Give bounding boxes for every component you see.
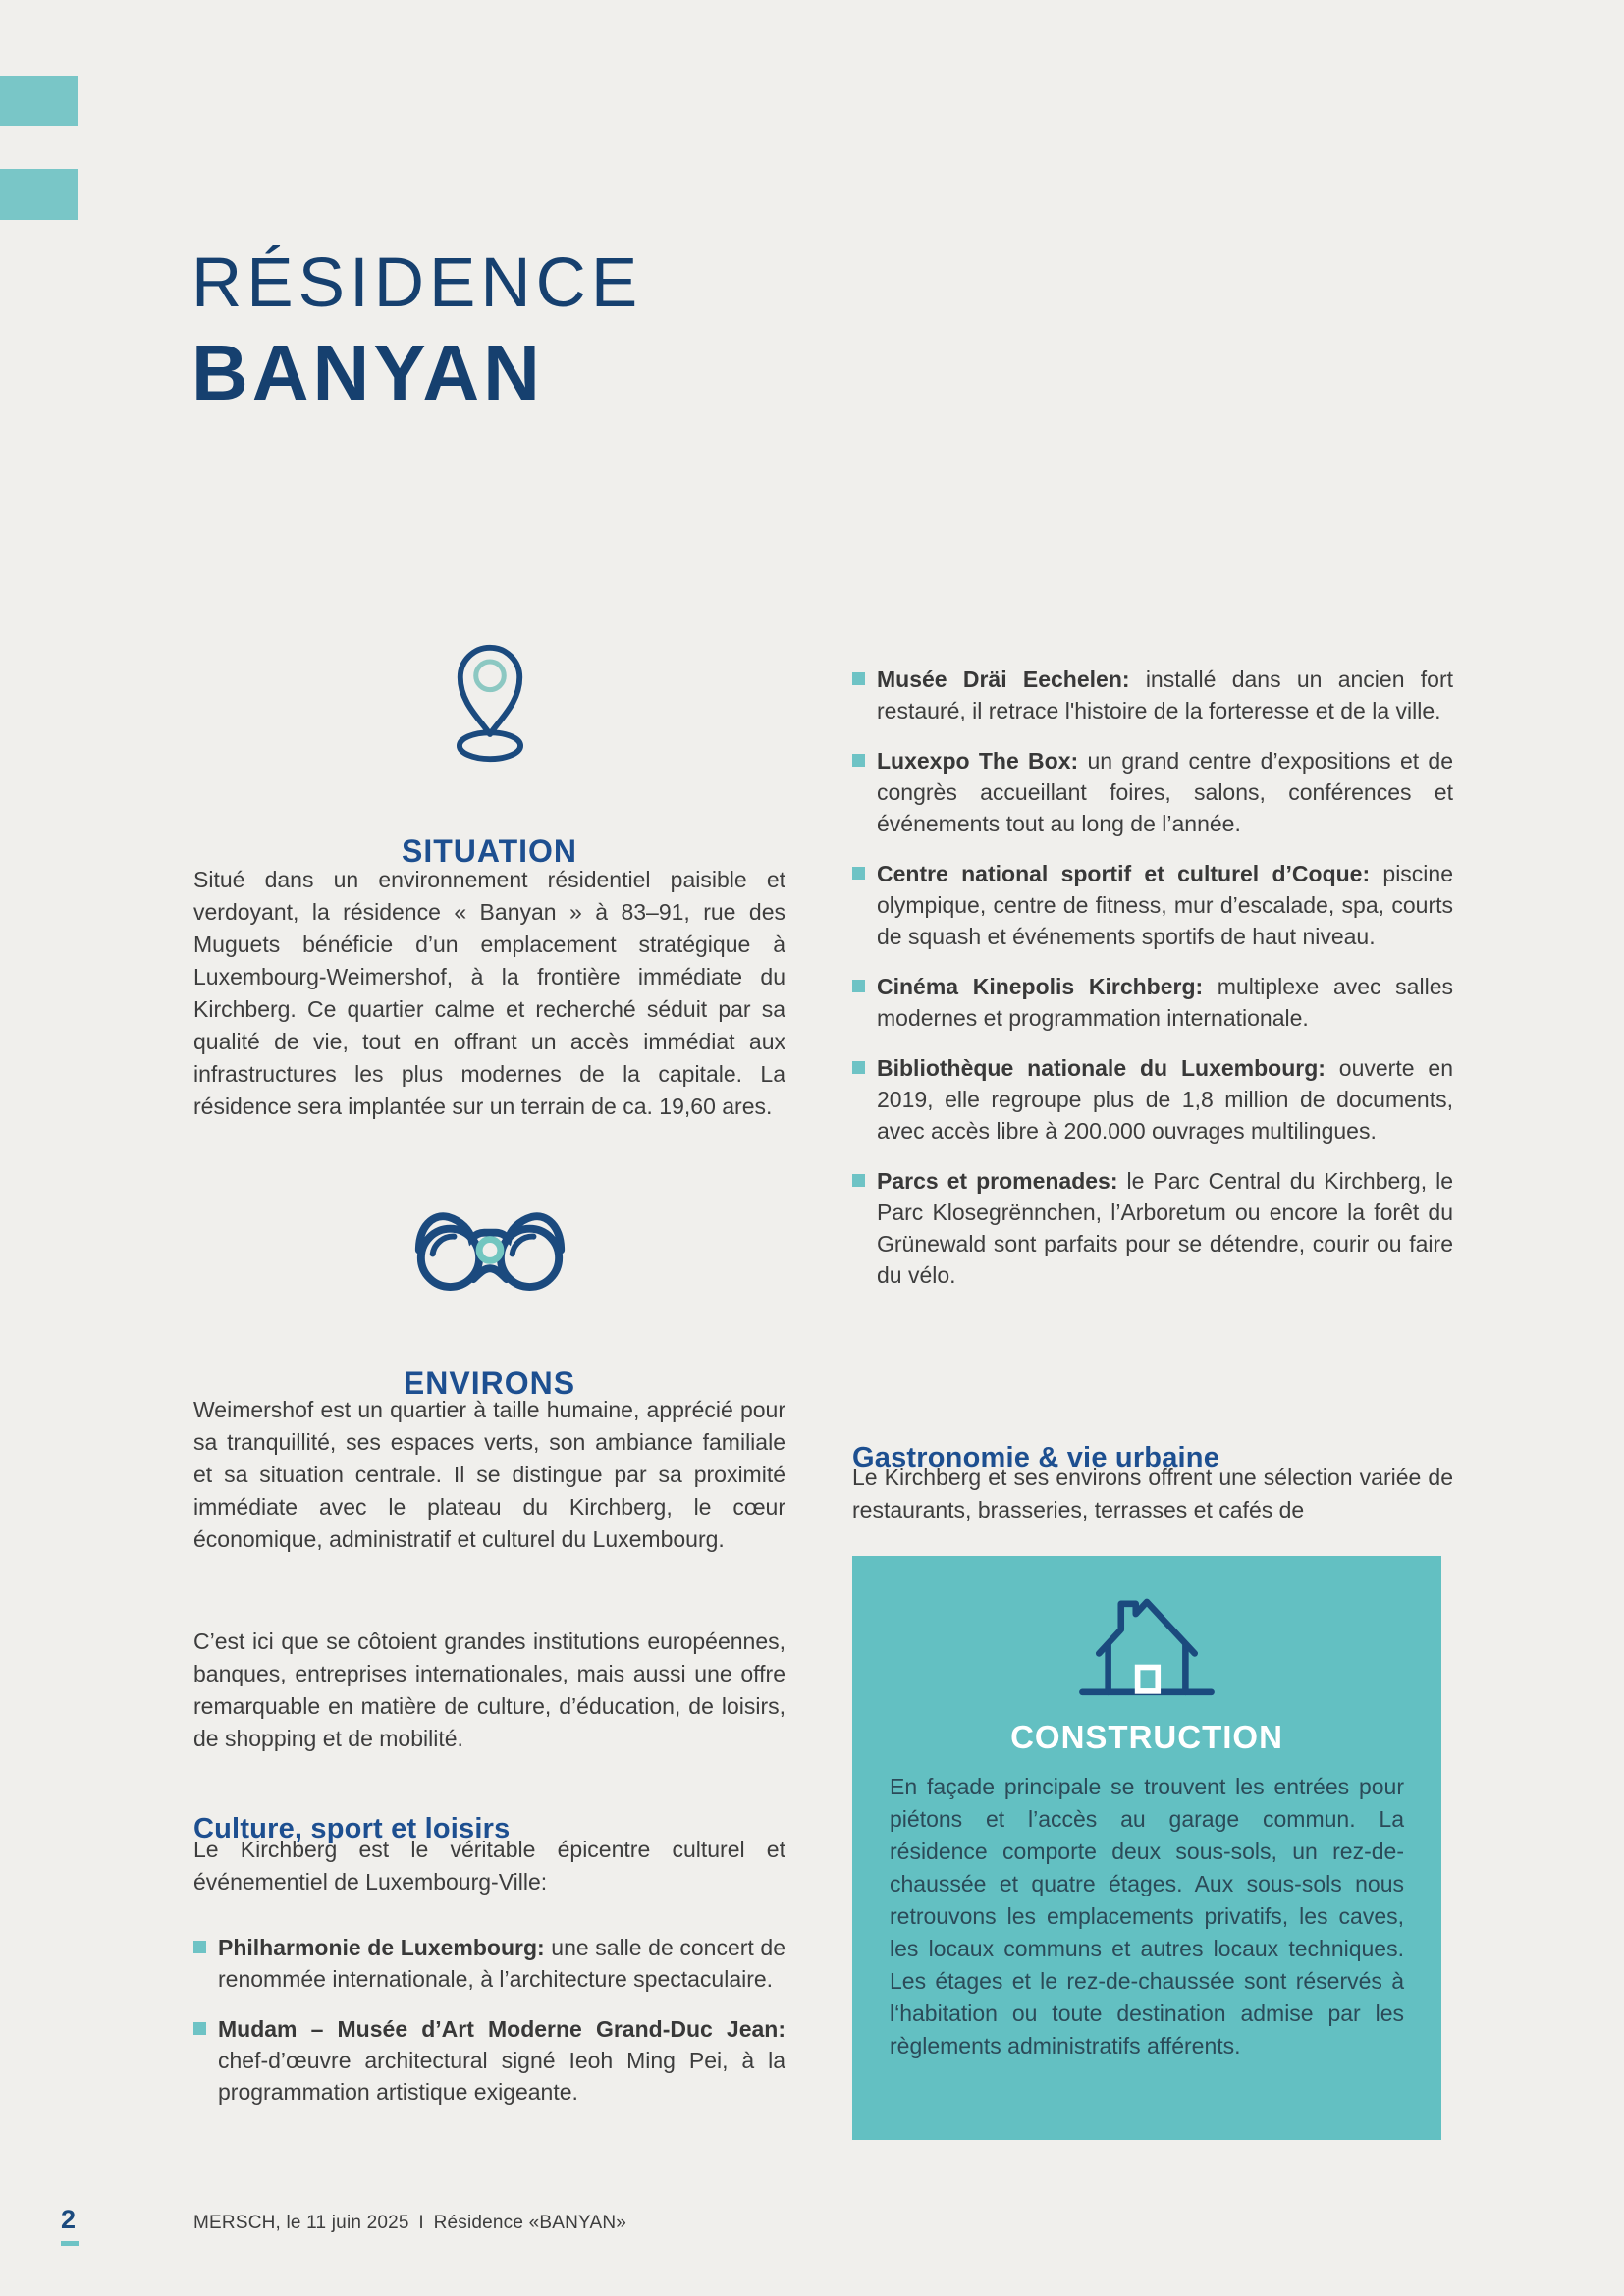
environs-heading: ENVIRONS: [403, 1364, 576, 1401]
page-number-underline: [61, 2241, 79, 2246]
list-item: [852, 858, 1453, 952]
culture-bullet-list-right: [852, 664, 1453, 1291]
gastronomie-heading: Gastronomie & vie urbaine: [852, 1442, 1220, 1473]
environs-paragraph-2: C’est ici que se côtoient grandes institutions européennes, banques, entreprises internationales, mais aussi une offre remarquable en matière de culture, d’éducation, de loisirs, de shopping et de mobilité.: [193, 1629, 785, 1751]
situation-icon-wrap: [193, 630, 785, 766]
construction-paragraph: En façade principale se trouvent les entrées pour piétons et l’accès au garage commun. La résidence comporte deux sous-sols, un rez-de-chaussée et quatre étages. Aux sous-sols nous retrouvons les emplacements privatifs, les caves, les locaux communs et autres locaux techniques. Les étages et le rez-de-chaussée sont réservés à l‘habitation ou toute destination admise par les règlements administratifs afférents.: [890, 1774, 1404, 2058]
bullet-label: Philharmonie de Luxembourg:: [218, 1935, 545, 1960]
environs-paragraph-1: Weimershof est un quartier à taille humaine, apprécié pour sa tranquillité, ses espaces verts, son ambiance familiale et sa situation centrale. Il se distingue par sa proximité immédiate avec le plateau du Kirchberg, le cœur économique, administratif et culturel du Luxembourg.: [193, 1397, 785, 1552]
bullet-square-icon: [852, 672, 865, 685]
gastronomie-paragraph: Le Kirchberg et ses environs offrent une sélection variée de restaurants, brasseries, terrasses et cafés de: [852, 1465, 1453, 1522]
construction-heading: CONSTRUCTION: [1010, 1719, 1283, 1755]
bullet-square-icon: [193, 1941, 206, 1953]
house-icon: [1073, 1585, 1220, 1705]
bullet-square-icon: [852, 980, 865, 992]
page-title: [191, 244, 643, 417]
page-number: 2: [61, 2205, 77, 2234]
bullet-square-icon: [852, 867, 865, 880]
page-title-line1: RÉSIDENCE: [191, 244, 643, 323]
location-pin-icon: [449, 630, 531, 766]
list-item: [852, 664, 1453, 726]
bullet-label: Parcs et promenades:: [877, 1168, 1118, 1194]
list-item: [852, 745, 1453, 839]
bullet-text: chef-d’œuvre architectural signé Ieoh Ming Pei, à la programmation artistique exigeante.: [218, 2048, 785, 2105]
bullet-label: Cinéma Kinepolis Kirchberg:: [877, 974, 1204, 999]
footer-text: MERSCH, le 11 juin 2025 I Résidence «BANYAN»: [193, 2213, 627, 2233]
bullet-text: multiplexe avec salles modernes et programmation internationale.: [877, 974, 1453, 1031]
bullet-label: Musée Dräi Eechelen:: [877, 667, 1130, 692]
bullet-text: le Parc Central du Kirchberg, le Parc Klosegrënnchen, l’Arboretum ou encore la forêt du Grünewald sont parfaits pour se détendre, courir ou faire du vélo.: [877, 1168, 1453, 1288]
bullet-text: une salle de concert de renommée internationale, à l’architecture spectaculaire.: [218, 1935, 785, 1992]
list-item: [193, 1932, 785, 1995]
bullet-label: Luxexpo The Box:: [877, 748, 1079, 774]
teal-corner-mark-top: [0, 76, 78, 126]
bullet-square-icon: [852, 1061, 865, 1074]
construction-icon-wrap: [890, 1585, 1404, 1705]
page-title-line2: BANYAN: [191, 329, 544, 417]
construction-box: [852, 1556, 1441, 2140]
list-item: [852, 1052, 1453, 1147]
situation-paragraph: Situé dans un environnement résidentiel paisible et verdoyant, la résidence « Banyan » à 83–91, rue des Muguets bénéficie d’un emplacement stratégique à Luxembourg-Weimershof, à la frontière immédiate du Kirchberg. Ce quartier calme et recherché séduit par sa qualité de vie, tout en offrant un accès immédiat aux infrastructures les plus modernes de la capitale. La résidence sera implantée sur un terrain de ca. 19,60 ares.: [193, 867, 785, 1119]
teal-corner-mark-bottom: [0, 169, 78, 220]
list-item: [852, 1165, 1453, 1291]
bullet-label: Mudam – Musée d’Art Moderne Grand-Duc Jean:: [218, 2016, 785, 2042]
binoculars-icon: [407, 1201, 572, 1294]
bullet-text: ouverte en 2019, elle regroupe plus de 1,8 million de documents, avec accès libre à 200.000 ouvrages multilingues.: [877, 1055, 1453, 1144]
bullet-square-icon: [852, 754, 865, 767]
bullet-label: Centre national sportif et culturel d’Coque:: [877, 861, 1371, 886]
culture-intro: Le Kirchberg est le véritable épicentre culturel et événementiel de Luxembourg-Ville:: [193, 1837, 785, 1895]
bullet-square-icon: [852, 1174, 865, 1187]
situation-heading: SITUATION: [401, 832, 578, 869]
bullet-label: Bibliothèque nationale du Luxembourg:: [877, 1055, 1326, 1081]
environs-icon-wrap: [193, 1201, 785, 1294]
bullet-text: piscine olympique, centre de fitness, mur d’escalade, spa, courts de squash et événements sportifs de haut niveau.: [877, 861, 1453, 949]
list-item: [852, 971, 1453, 1034]
bullet-text: un grand centre d’expositions et de congrès accueillant foires, salons, conférences et événements tout au long de l’année.: [877, 748, 1454, 836]
list-item: [193, 2013, 785, 2108]
culture-bullet-list-left: [193, 1932, 785, 2108]
bullet-square-icon: [193, 2022, 206, 2035]
bullet-text: installé dans un ancien fort restauré, il retrace l'histoire de la forteresse et de la ville.: [877, 667, 1453, 723]
culture-heading: Culture, sport et loisirs: [193, 1813, 511, 1844]
